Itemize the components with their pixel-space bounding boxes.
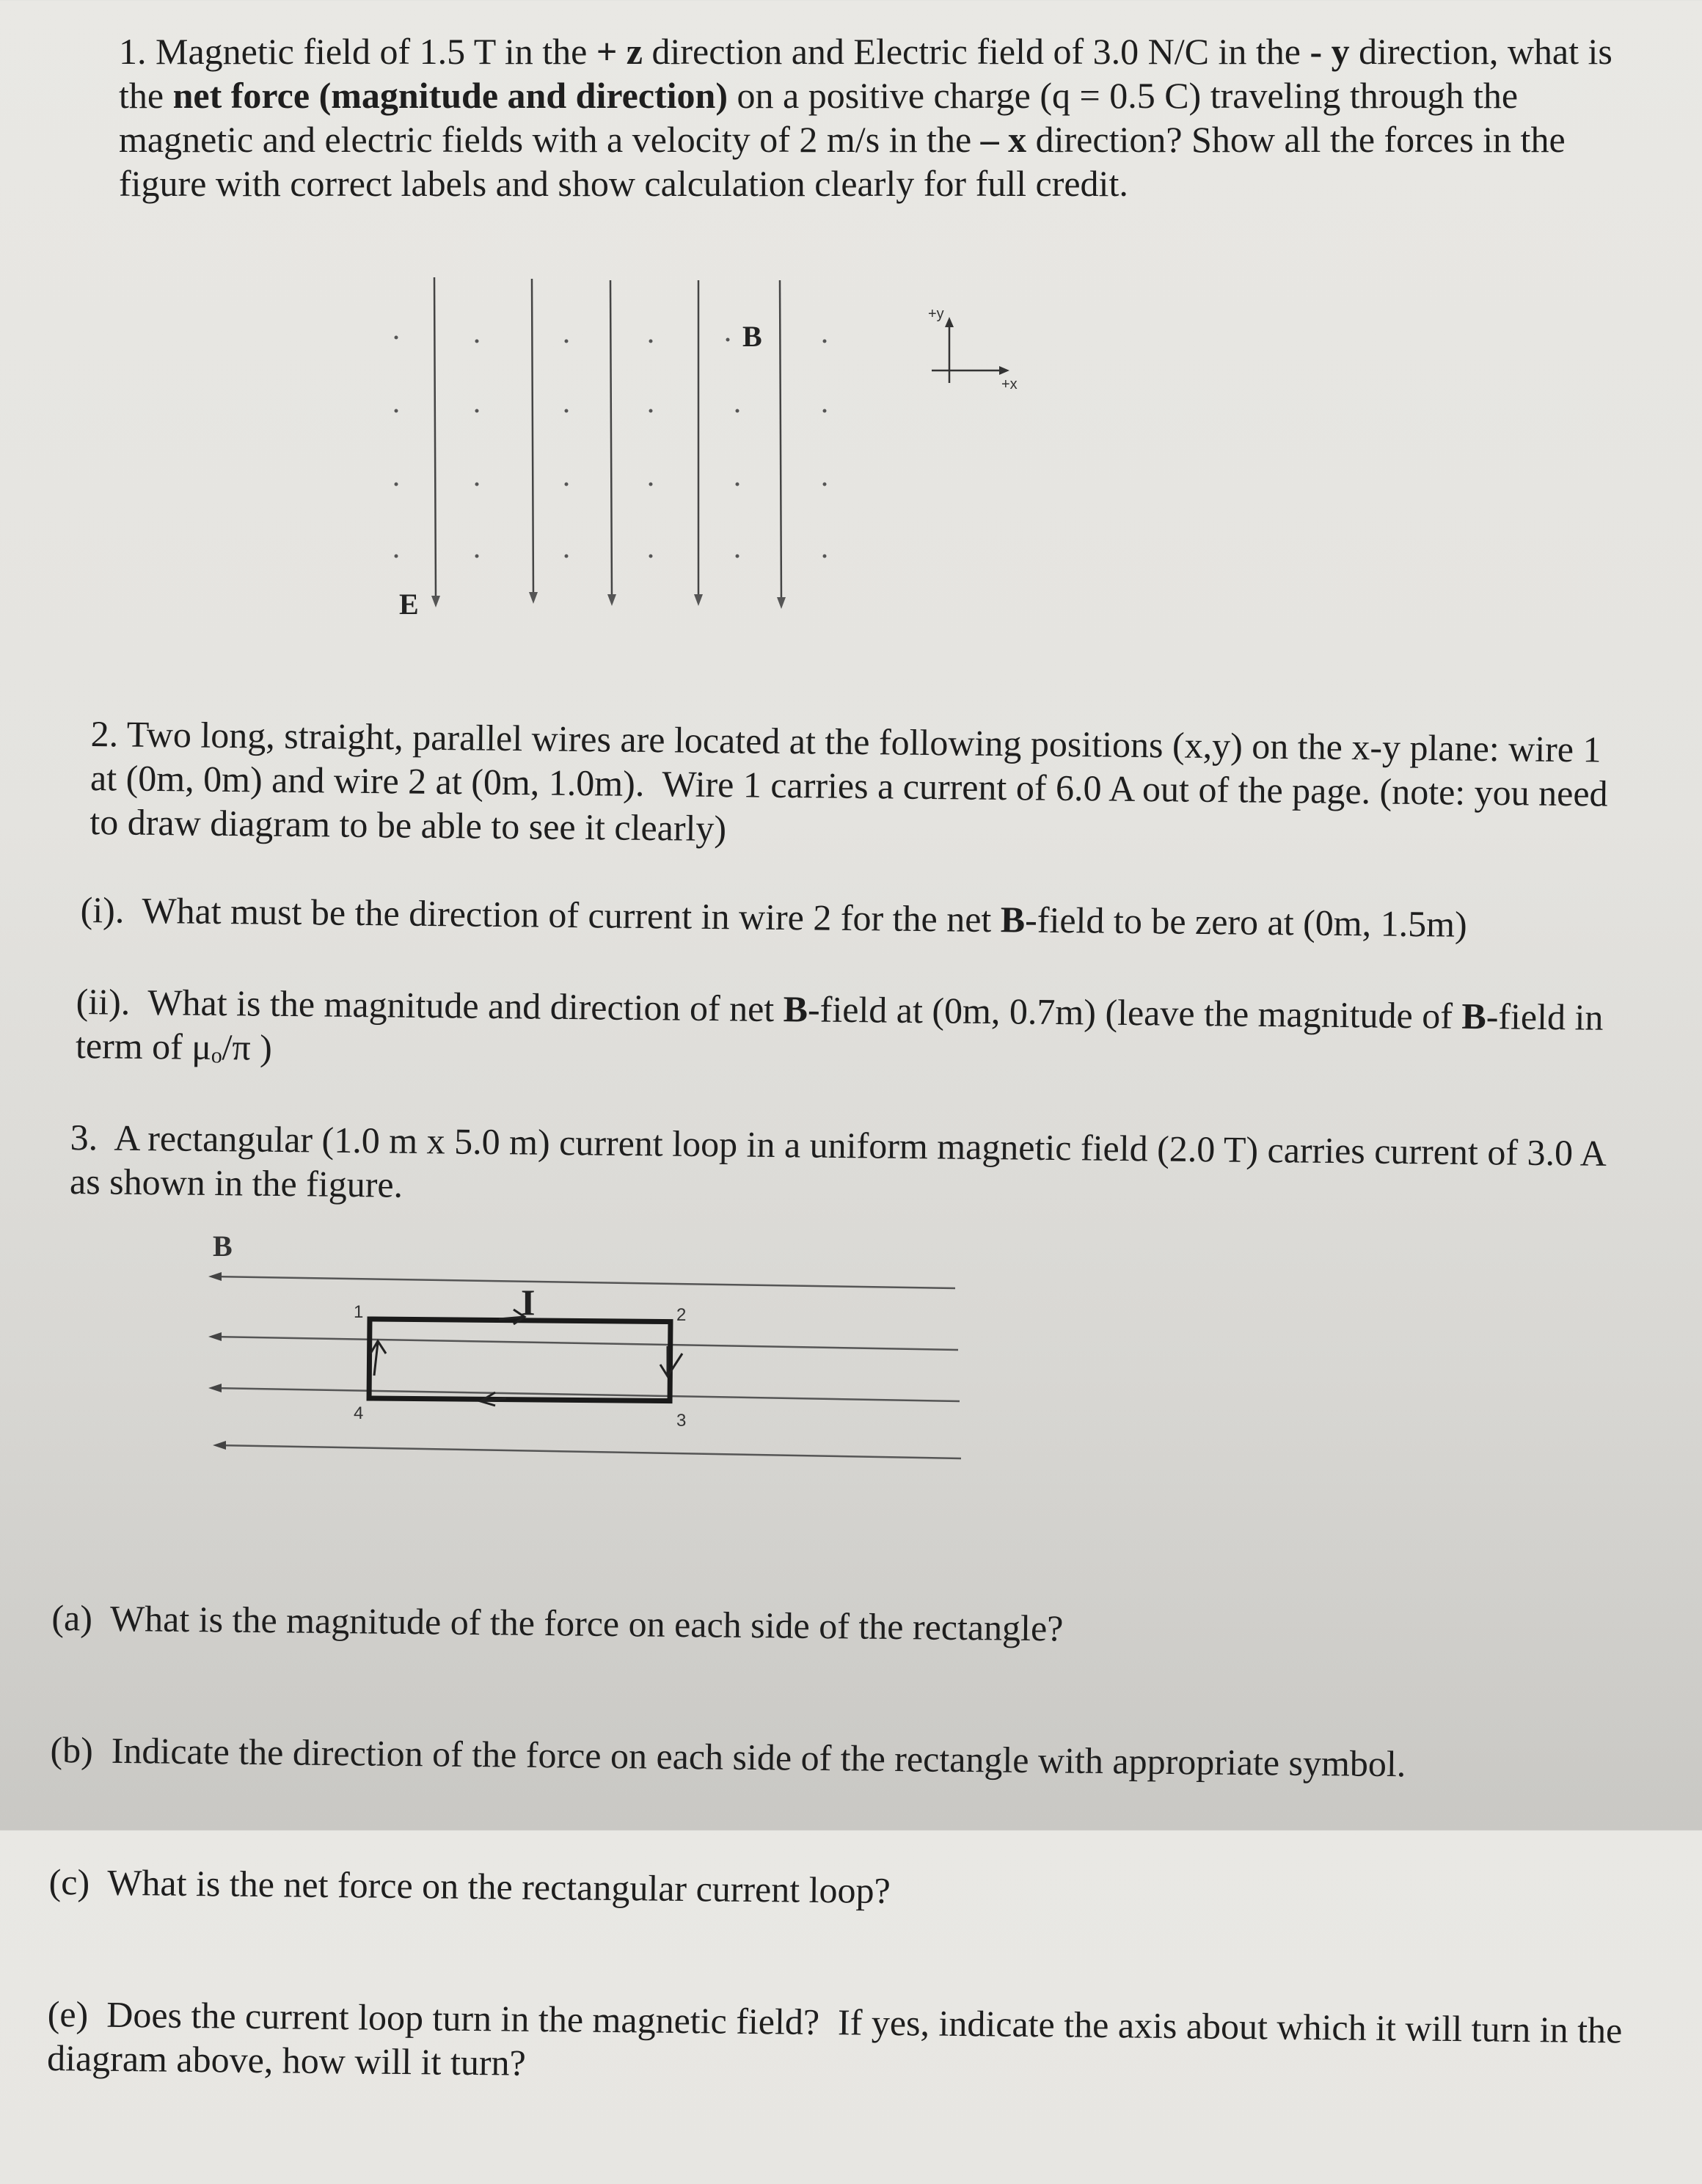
- q2-ii-text-e: -field in term of μₒ/π ): [75, 996, 1613, 1068]
- arrow-left-icon: [208, 1272, 222, 1281]
- q1-field-figure: [367, 264, 880, 631]
- corner-label-3: 3: [676, 1411, 687, 1431]
- b-dot: [823, 483, 827, 486]
- q1-label-b: B: [742, 320, 762, 353]
- arrow-left-icon: [208, 1384, 222, 1392]
- b-dot: [565, 409, 569, 413]
- corner-label-2: 2: [676, 1305, 687, 1325]
- q1-number: 1.: [119, 31, 147, 72]
- b-field-lines: [213, 1277, 961, 1458]
- question-3-text: 3. A rectangular (1.0 m x 5.0 m) current loop in a uniform magnetic field (2.0 T) carries current of 3.0 A as shown in the figure.: [69, 1116, 1614, 1205]
- b-dot: [736, 555, 739, 558]
- q3-part-a: (a) What is the magnitude of the force on each side of the rectangle?: [51, 1596, 1064, 1649]
- b-dot: [823, 409, 827, 413]
- question-2-part-i: [80, 888, 1621, 948]
- q1-mid2: direction, what is the: [119, 31, 1622, 116]
- b-dot: [475, 483, 479, 486]
- corner-label-4: 4: [354, 1403, 364, 1423]
- b-dot: [736, 409, 739, 413]
- q2-i-text-c: -field to be zero at (0m, 1.5m): [1024, 899, 1468, 945]
- q2-ii-text-c: -field at (0m, 0.7m) (leave the magnitude of: [807, 988, 1462, 1037]
- b-field-line: [213, 1337, 958, 1350]
- e-field-lines: [434, 277, 781, 603]
- b-dot: [736, 483, 739, 486]
- b-dot: [649, 409, 653, 413]
- b-dot: [395, 555, 398, 558]
- b-dot: [565, 483, 569, 486]
- q3-label-b: B: [213, 1230, 233, 1263]
- q1-dir-x: – x: [980, 119, 1027, 160]
- q2-i-text-a: (i). What must be the direction of current in wire 2 for the net: [80, 888, 1001, 941]
- q3-part-e: (e) Does the current loop turn in the magnetic field? If yes, indicate the axis about which it will turn in the diagram above, how will it turn?: [46, 1993, 1632, 2083]
- q1-label-e: E: [399, 588, 419, 621]
- arrow-left-icon: [208, 1332, 222, 1341]
- question-3-parts: [46, 1508, 1630, 2184]
- e-field-line: [780, 280, 781, 603]
- q1-mid1: direction and Electric field of 3.0 N/C in the: [643, 31, 1310, 72]
- q1-axes-figure: [917, 301, 1042, 396]
- corner-label-1: 1: [354, 1302, 364, 1322]
- q3-label-current: I: [521, 1282, 536, 1323]
- arrow-down-icon: [431, 596, 440, 607]
- current-arrow-up-icon: [370, 1341, 386, 1376]
- arrow-down-icon: [694, 594, 703, 606]
- b-dot: [475, 340, 479, 343]
- q3-loop-figure: [198, 1225, 983, 1467]
- current-loop: [369, 1319, 671, 1401]
- b-dot: [823, 340, 827, 343]
- arrow-down-icon: [777, 597, 786, 609]
- b-dot: [565, 555, 569, 558]
- b-field-arrowheads: [208, 1272, 226, 1450]
- y-axis-arrow-icon: [945, 317, 954, 327]
- b-field-line: [217, 1445, 961, 1458]
- e-field-line: [532, 279, 533, 598]
- q1-end: direction? Show all the forces in the figure with correct labels and show calculation clearly for full credit.: [119, 119, 1575, 204]
- x-axis-arrow-icon: [999, 366, 1009, 375]
- b-dot: [475, 409, 479, 413]
- q3-part-c: (c) What is the net force on the rectangular current loop?: [48, 1860, 891, 1911]
- b-dot: [395, 409, 398, 413]
- b-field-line: [213, 1277, 955, 1288]
- b-dot: [395, 336, 398, 340]
- axis-label-x: +x: [1001, 376, 1018, 392]
- question-1-text: [119, 29, 1623, 205]
- arrow-down-icon: [607, 594, 616, 606]
- b-dot: [823, 555, 827, 558]
- q2-ii-text-a: (ii). What is the magnitude and direction of net: [76, 980, 784, 1030]
- b-dot: [649, 340, 653, 343]
- b-dot: [565, 340, 569, 343]
- q2-i-bold-b: B: [1000, 899, 1026, 941]
- q2-ii-bold-d: B: [1461, 995, 1487, 1037]
- q1-dir-z: + z: [596, 31, 643, 72]
- b-dot: [475, 555, 479, 558]
- arrow-down-icon: [529, 592, 538, 604]
- b-dot: [649, 483, 653, 486]
- b-dot: [649, 555, 653, 558]
- q1-mid3: on a positive charge (q = 0.5 C) traveling through the magnetic and electric fields with a velocity of 2 m/s in the: [119, 75, 1527, 160]
- e-field-line: [610, 280, 612, 600]
- q1-dir-y: - y: [1310, 31, 1350, 72]
- q2-ii-bold-b: B: [783, 988, 808, 1030]
- q1-bold-phrase: net force (magnitude and direction): [172, 75, 728, 116]
- e-field-line: [434, 277, 436, 602]
- q3-part-b: (b) Indicate the direction of the force on each side of the rectangle with appropriate symbol.: [50, 1728, 1406, 1785]
- q1-intro: Magnetic field of 1.5 T in the: [156, 31, 596, 72]
- question-2-part-ii: [76, 979, 1624, 1084]
- b-dot: [726, 338, 730, 342]
- b-dot: [395, 483, 398, 486]
- question-2-text: 2. Two long, straight, parallel wires are located at the following positions (x,y) on the x-y plane: wire 1 at (0m, 0m) and wire 2 at (0m, 1.0m). Wire 1 carries a current of 6.0 A out of the page. (note: you need to draw diagram to be able to see it clearly): [90, 712, 1618, 850]
- axis-label-y: +y: [928, 306, 944, 322]
- arrow-left-icon: [213, 1441, 226, 1450]
- current-arrow-left-icon: [481, 1392, 506, 1406]
- e-field-arrowheads: [431, 592, 786, 609]
